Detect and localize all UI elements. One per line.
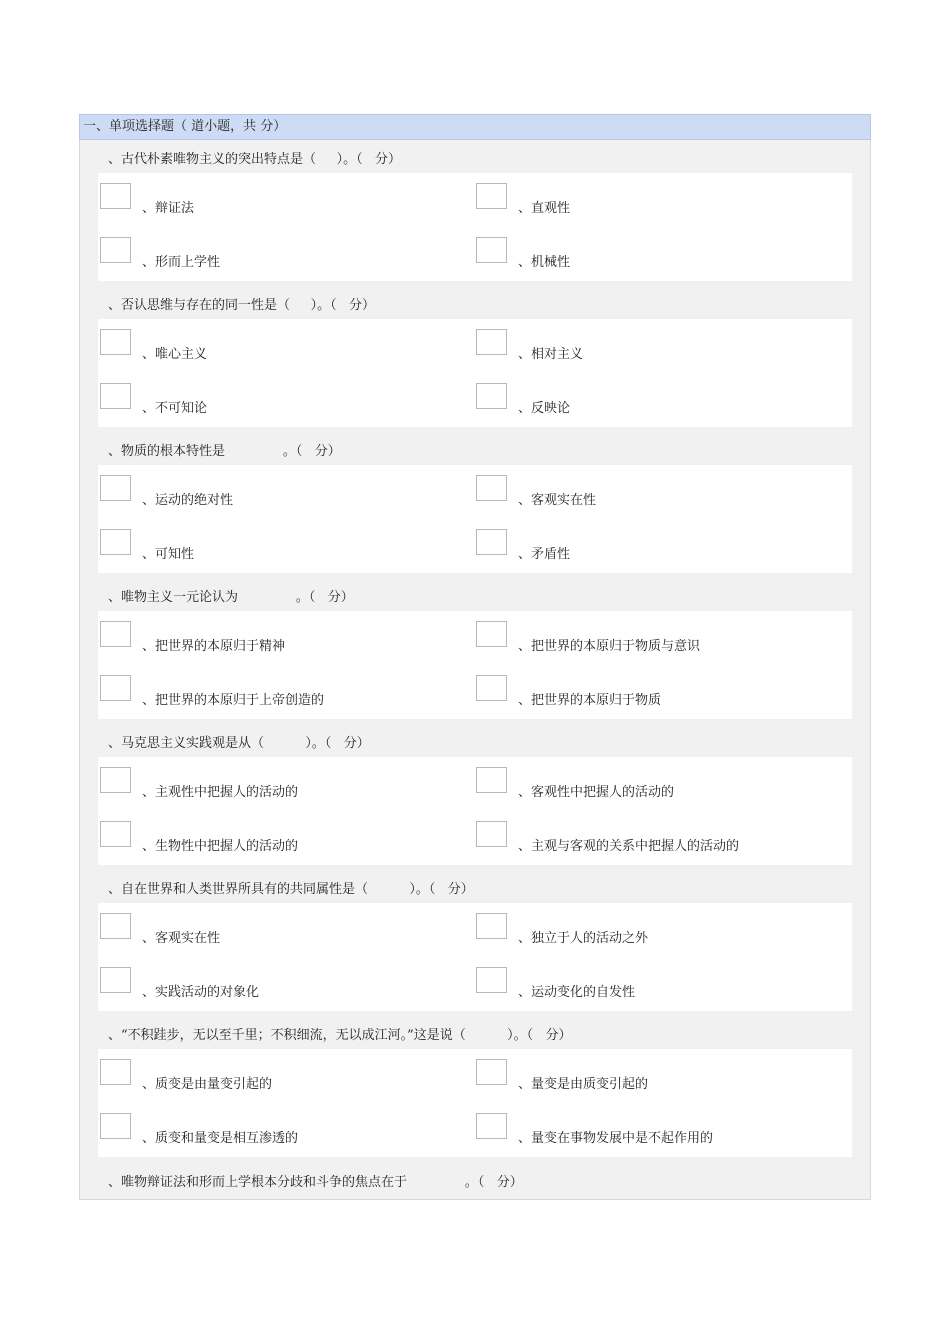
question-stem-trailing: 、唯物辩证法和形而上学根本分歧和斗争的焦点在于 。（ 分） [108, 1175, 523, 1190]
option-checkbox[interactable] [100, 183, 131, 209]
option-item[interactable] [474, 967, 834, 1007]
option-label: 、直观性 [518, 201, 571, 216]
option-item[interactable] [474, 529, 834, 569]
option-label: 、运动变化的自发性 [518, 985, 636, 1000]
option-item[interactable] [98, 183, 458, 223]
option-checkbox[interactable] [476, 767, 507, 793]
option-checkbox[interactable] [100, 767, 131, 793]
option-label: 、矛盾性 [518, 547, 571, 562]
option-item[interactable] [98, 1059, 458, 1099]
section-header: 一、单项选择题（ 道小题，共 分） [79, 114, 871, 140]
option-checkbox[interactable] [476, 1113, 507, 1139]
option-item[interactable] [474, 475, 834, 515]
option-label: 、主观性中把握人的活动的 [142, 785, 299, 800]
option-checkbox[interactable] [100, 967, 131, 993]
option-item[interactable] [98, 1113, 458, 1153]
option-item[interactable] [474, 1113, 834, 1153]
option-checkbox[interactable] [100, 1059, 131, 1085]
option-checkbox[interactable] [100, 913, 131, 939]
option-label: 、把世界的本原归于物质 [518, 693, 662, 708]
option-item[interactable] [98, 913, 458, 953]
option-label: 、客观实在性 [142, 931, 221, 946]
option-checkbox[interactable] [100, 475, 131, 501]
option-label: 、把世界的本原归于精神 [142, 639, 286, 654]
option-item[interactable] [474, 237, 834, 277]
option-label: 、不可知论 [142, 401, 208, 416]
option-label: 、主观与客观的关系中把握人的活动的 [518, 839, 740, 854]
option-checkbox[interactable] [476, 1059, 507, 1085]
option-label: 、辩证法 [142, 201, 195, 216]
options-group [98, 1049, 852, 1157]
option-checkbox[interactable] [476, 183, 507, 209]
option-label: 、相对主义 [518, 347, 584, 362]
option-checkbox[interactable] [100, 383, 131, 409]
option-item[interactable] [98, 529, 458, 569]
options-group [98, 903, 852, 1011]
question-stem: 、自在世界和人类世界所具有的共同属性是（ ）。（ 分） [108, 882, 474, 897]
option-item[interactable] [98, 621, 458, 661]
option-checkbox[interactable] [100, 675, 131, 701]
option-label: 、客观性中把握人的活动的 [518, 785, 675, 800]
options-group [98, 173, 852, 281]
option-item[interactable] [474, 913, 834, 953]
option-label: 、运动的绝对性 [142, 493, 234, 508]
options-group [98, 611, 852, 719]
option-checkbox[interactable] [476, 913, 507, 939]
option-label: 、反映论 [518, 401, 571, 416]
question-stem: 、否认思维与存在的同一性是（ ）。（ 分） [108, 298, 376, 313]
option-label: 、唯心主义 [142, 347, 208, 362]
option-checkbox[interactable] [100, 329, 131, 355]
option-label: 、量变在事物发展中是不起作用的 [518, 1131, 714, 1146]
question-stem: 、唯物主义一元论认为 。（ 分） [108, 590, 354, 605]
option-label: 、机械性 [518, 255, 571, 270]
option-item[interactable] [474, 183, 834, 223]
option-item[interactable] [98, 383, 458, 423]
option-item[interactable] [98, 329, 458, 369]
option-checkbox[interactable] [100, 621, 131, 647]
option-item[interactable] [474, 1059, 834, 1099]
option-item[interactable] [98, 475, 458, 515]
option-label: 、独立于人的活动之外 [518, 931, 649, 946]
option-checkbox[interactable] [476, 675, 507, 701]
option-checkbox[interactable] [100, 1113, 131, 1139]
option-checkbox[interactable] [100, 529, 131, 555]
option-checkbox[interactable] [476, 329, 507, 355]
option-item[interactable] [474, 767, 834, 807]
option-item[interactable] [474, 329, 834, 369]
question-stem: 、“不积跬步，无以至千里；不积细流，无以成江河。”这是说（ ）。（ 分） [108, 1028, 572, 1043]
option-item[interactable] [474, 821, 834, 861]
option-item[interactable] [98, 821, 458, 861]
option-item[interactable] [474, 383, 834, 423]
option-checkbox[interactable] [476, 237, 507, 263]
options-group [98, 319, 852, 427]
option-label: 、质变是由量变引起的 [142, 1077, 273, 1092]
option-label: 、把世界的本原归于物质与意识 [518, 639, 701, 654]
option-label: 、量变是由质变引起的 [518, 1077, 649, 1092]
option-label: 、生物性中把握人的活动的 [142, 839, 299, 854]
option-label: 、形而上学性 [142, 255, 221, 270]
option-checkbox[interactable] [100, 237, 131, 263]
option-checkbox[interactable] [476, 967, 507, 993]
option-label: 、实践活动的对象化 [142, 985, 260, 1000]
option-item[interactable] [98, 767, 458, 807]
option-item[interactable] [98, 675, 458, 715]
question-stem: 、物质的根本特性是 。（ 分） [108, 444, 341, 459]
option-checkbox[interactable] [476, 475, 507, 501]
options-group [98, 465, 852, 573]
question-stem: 、古代朴素唯物主义的突出特点是（ ）。（ 分） [108, 152, 402, 167]
option-checkbox[interactable] [100, 821, 131, 847]
option-item[interactable] [474, 621, 834, 661]
option-checkbox[interactable] [476, 529, 507, 555]
options-group [98, 757, 852, 865]
option-checkbox[interactable] [476, 621, 507, 647]
option-item[interactable] [98, 967, 458, 1007]
option-label: 、把世界的本原归于上帝创造的 [142, 693, 325, 708]
option-label: 、客观实在性 [518, 493, 597, 508]
option-label: 、质变和量变是相互渗透的 [142, 1131, 299, 1146]
option-checkbox[interactable] [476, 821, 507, 847]
option-item[interactable] [98, 237, 458, 277]
option-item[interactable] [474, 675, 834, 715]
question-stem: 、马克思主义实践观是从（ ）。（ 分） [108, 736, 370, 751]
option-checkbox[interactable] [476, 383, 507, 409]
option-label: 、可知性 [142, 547, 195, 562]
